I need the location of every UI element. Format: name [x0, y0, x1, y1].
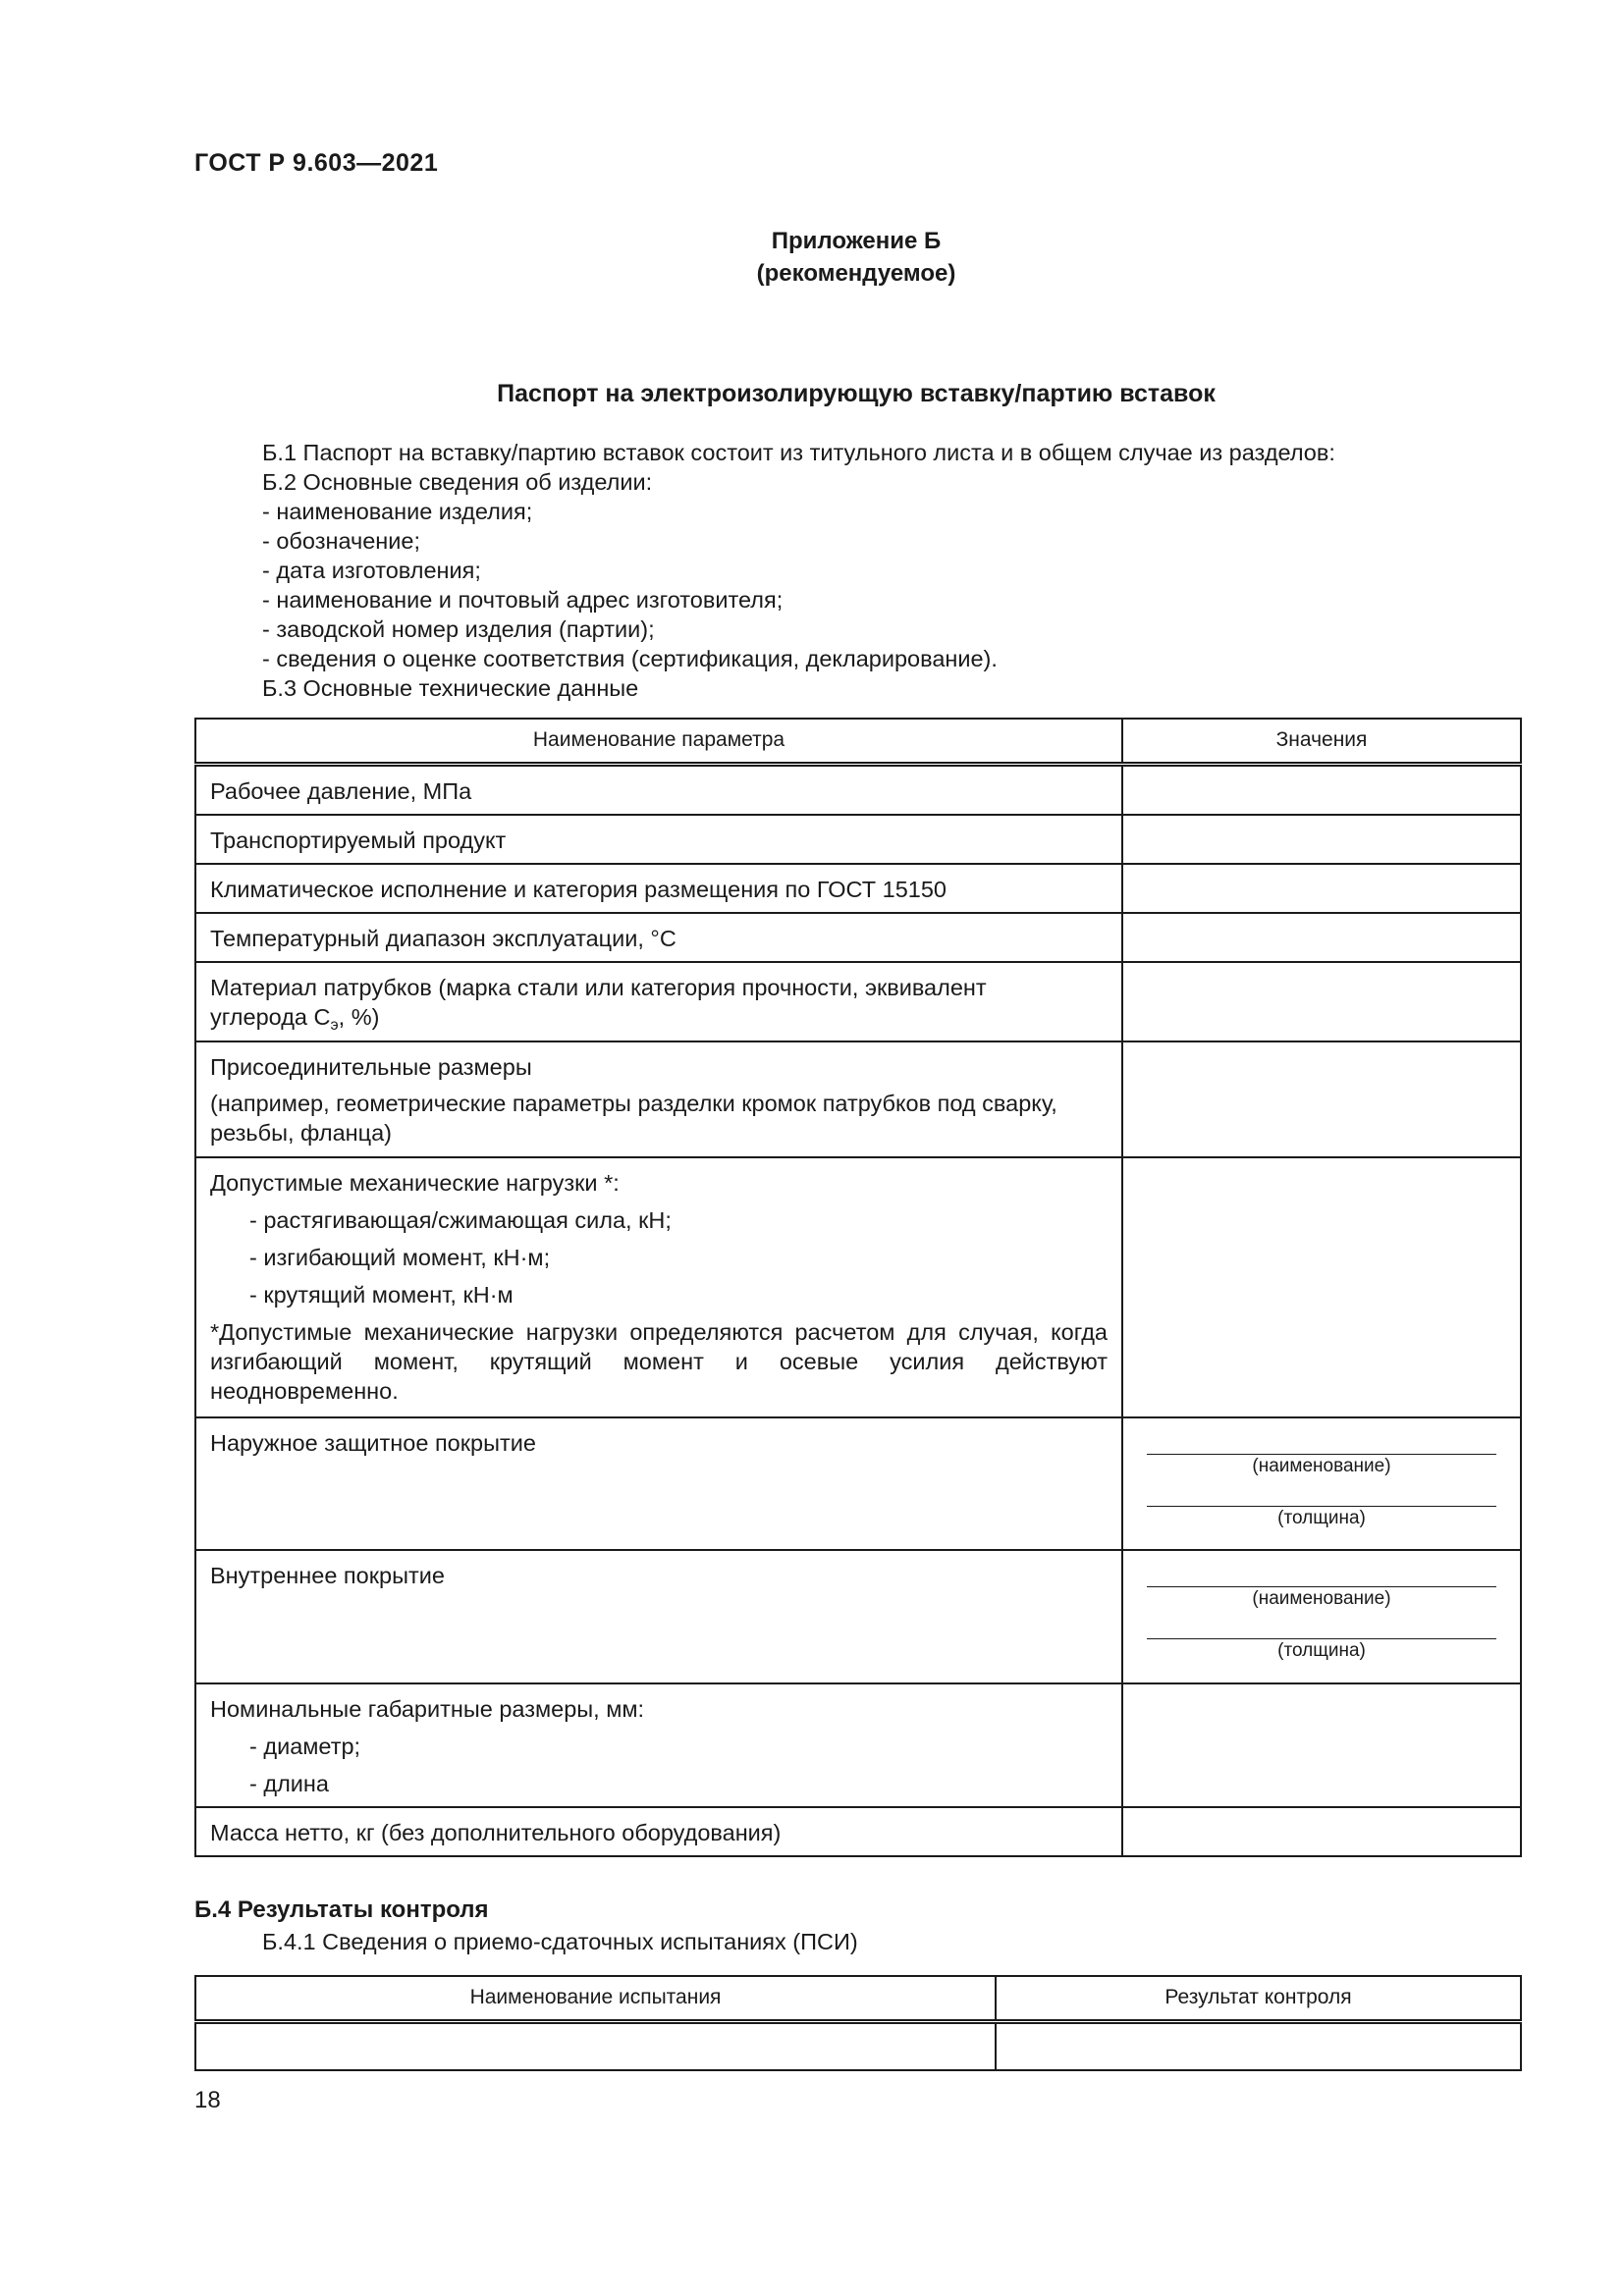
list-item: - крутящий момент, кН·м [249, 1282, 514, 1308]
parameter-cell: Температурный диапазон эксплуатации, °С [195, 913, 1122, 962]
parameter-cell: Транспортируемый продукт [195, 815, 1122, 864]
appendix-kind: (рекомендуемое) [756, 260, 956, 287]
section-title: Б.4 Результаты контроля [194, 1896, 489, 1923]
parameter-title: Номинальные габаритные размеры, мм: [210, 1696, 645, 1722]
document-code-header: ГОСТ Р 9.603—2021 [194, 149, 439, 177]
value-cell [1122, 1041, 1521, 1157]
parameter-cell [195, 1157, 1122, 1417]
parameter-cell [195, 1041, 1122, 1157]
intro-line: - заводской номер изделия (партии); [262, 616, 655, 642]
test-name-cell [195, 2021, 996, 2070]
technical-data-table [194, 718, 1522, 1857]
column-header-values: Значения [1122, 719, 1521, 764]
value-cell [1122, 962, 1521, 1041]
table-row [195, 864, 1521, 913]
value-cell [1122, 913, 1521, 962]
field-caption: (толщина) [1277, 1508, 1366, 1528]
parameter-cell [195, 1683, 1122, 1807]
value-cell [1122, 1807, 1521, 1856]
parameter-footnote: *Допустимые механические нагрузки определяются расчетом для случая, когда изгибающий момент, крутящий момент и осевые усилия действуют неодновременно. [210, 1319, 1108, 1404]
intro-line: - обозначение; [262, 528, 421, 554]
subscript-text: э [330, 1017, 339, 1034]
table-row [195, 764, 1521, 815]
parameter-text-part: , %) [338, 1004, 380, 1030]
intro-block [262, 438, 1335, 703]
document-title: Паспорт на электроизолирующую вставку/партию вставок [497, 380, 1216, 407]
parameter-title: Допустимые механические нагрузки *: [210, 1170, 620, 1196]
table-header-row [195, 719, 1521, 764]
fill-line [1147, 1478, 1496, 1507]
parameter-text [210, 1002, 1108, 1032]
intro-line: Б.3 Основные технические данные [262, 675, 639, 701]
value-cell [1122, 1550, 1521, 1683]
table-row [195, 815, 1521, 864]
field-caption: (наименование) [1252, 1588, 1391, 1609]
result-cell [996, 2021, 1521, 2070]
intro-line: Б.1 Паспорт на вставку/партию вставок состоит из титульного листа и в общем случае из разделов: [262, 440, 1335, 465]
table-row [195, 1157, 1521, 1417]
parameter-cell: Климатическое исполнение и категория размещения по ГОСТ 15150 [195, 864, 1122, 913]
table-row [195, 1417, 1521, 1550]
test-results-table [194, 1975, 1522, 2071]
page-number: 18 [194, 2087, 221, 2113]
appendix-title: Приложение Б [771, 228, 942, 254]
table-row [195, 2021, 1521, 2070]
fill-line [1147, 1611, 1496, 1639]
list-item: - длина [249, 1771, 329, 1796]
field-caption: (толщина) [1277, 1640, 1366, 1661]
parameter-cell: Внутреннее покрытие [195, 1550, 1122, 1683]
parameter-text-part: углерода С [210, 1004, 331, 1030]
parameter-text: Материал патрубков (марка стали или категория прочности, эквивалент [210, 975, 987, 1000]
intro-line: - наименование и почтовый адрес изготовителя; [262, 587, 784, 613]
value-cell [1122, 1417, 1521, 1550]
column-header-test-name: Наименование испытания [195, 1976, 996, 2021]
table-row [195, 1807, 1521, 1856]
intro-line: - дата изготовления; [262, 558, 481, 583]
parameter-cell: Рабочее давление, МПа [195, 764, 1122, 815]
list-item: - растягивающая/сжимающая сила, кН; [249, 1207, 672, 1233]
fill-line [1147, 1551, 1496, 1587]
parameter-note: (например, геометрические параметры разделки кромок патрубков под сварку, резьбы, фланца) [210, 1091, 1057, 1146]
intro-line: Б.2 Основные сведения об изделии: [262, 469, 653, 495]
field-caption: (наименование) [1252, 1456, 1391, 1476]
parameter-cell [195, 962, 1122, 1041]
list-item: - изгибающий момент, кН·м; [249, 1245, 551, 1270]
value-cell [1122, 815, 1521, 864]
intro-line: - наименование изделия; [262, 499, 533, 524]
table-header-row [195, 1976, 1521, 2021]
parameter-cell: Масса нетто, кг (без дополнительного оборудования) [195, 1807, 1122, 1856]
table-row [195, 1041, 1521, 1157]
parameter-title: Присоединительные размеры [210, 1054, 532, 1080]
table-row [195, 962, 1521, 1041]
table-row [195, 913, 1521, 962]
value-cell [1122, 764, 1521, 815]
value-cell [1122, 1683, 1521, 1807]
value-cell [1122, 864, 1521, 913]
table-row [195, 1683, 1521, 1807]
column-header-control-result: Результат контроля [996, 1976, 1521, 2021]
value-cell [1122, 1157, 1521, 1417]
table-row [195, 1550, 1521, 1683]
parameter-cell: Наружное защитное покрытие [195, 1417, 1122, 1550]
list-item: - диаметр; [249, 1734, 361, 1759]
fill-line [1147, 1418, 1496, 1455]
section-subtitle: Б.4.1 Сведения о приемо-сдаточных испытаниях (ПСИ) [262, 1929, 858, 1954]
intro-line: - сведения о оценке соответствия (сертификация, декларирование). [262, 646, 998, 671]
column-header-parameter: Наименование параметра [195, 719, 1122, 764]
